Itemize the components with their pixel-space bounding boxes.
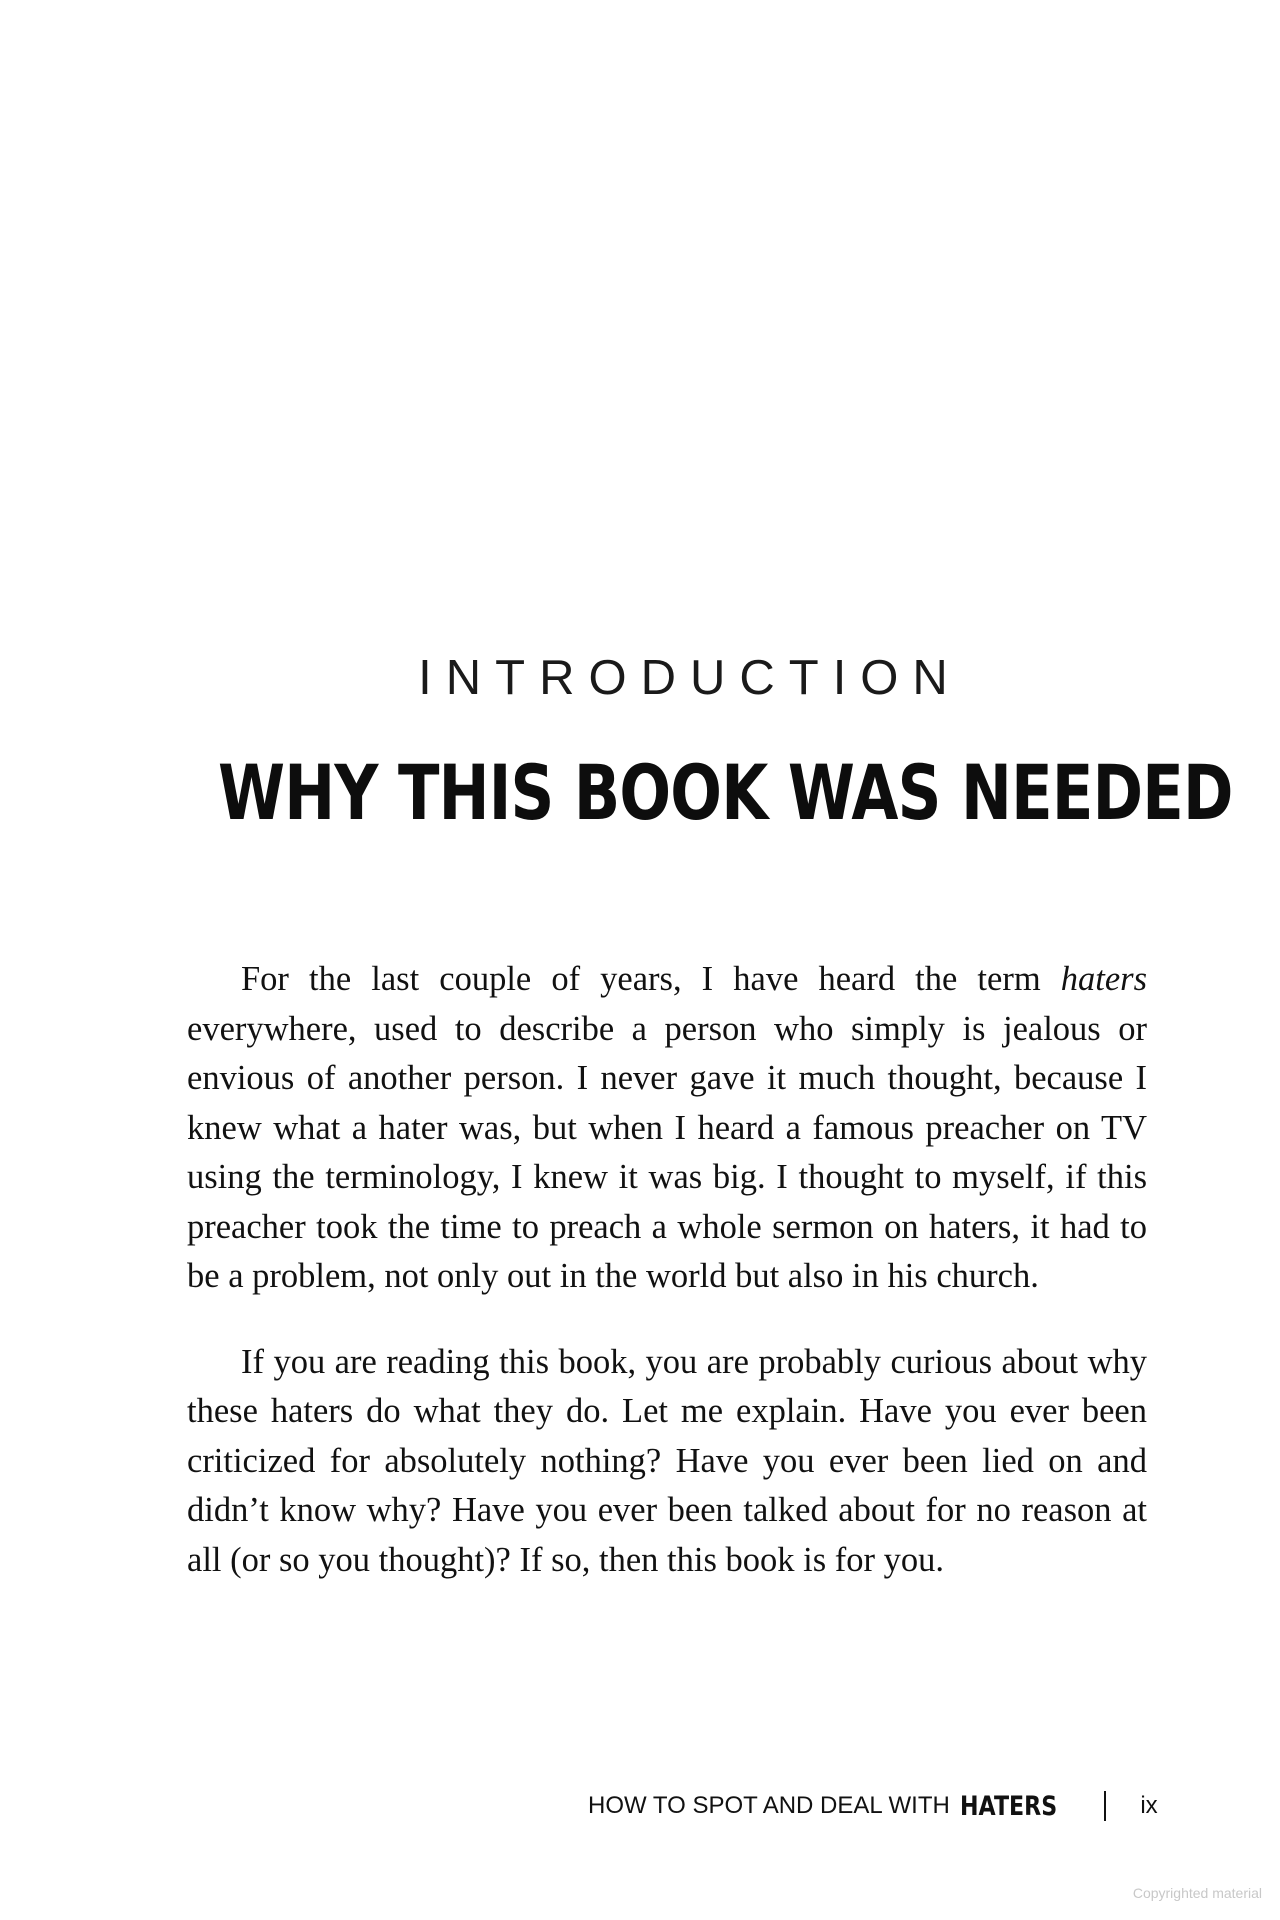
running-head: HOW TO SPOT AND DEAL WITH — [588, 1792, 950, 1819]
paragraph-1 — [187, 955, 1147, 1302]
footer-divider — [1104, 1791, 1106, 1821]
paragraph-1-start: For the last couple of years, I have heard the term — [241, 960, 1061, 998]
chapter-title: WHY THIS BOOK WAS NEEDED — [218, 748, 1233, 837]
chapter-label: INTRODUCTION — [418, 651, 962, 705]
running-head-emphasis: HATERS — [959, 1790, 1057, 1822]
paragraph-1-rest: everywhere, used to describe a person who simply is jealous or envious of another person. I never gave it much thought, because I knew what a hater was, but when I heard a famous preacher on TV using the terminology, I knew it was big. I thought to myself, if this preacher took the time to preach a whole sermon on haters, it had to be a problem, not only out in the world but also in his church. — [187, 1009, 1147, 1295]
page-footer — [588, 1786, 1158, 1826]
paragraph-2: If you are reading this book, you are probably curious about why these haters do what they do. Let me explain. Have you ever been criticized for absolutely nothing? Have you ever been lied on and didn’t know why? Have you ever been talked about for no reason at all (or so you thought)? If so, then this book is for you. — [187, 1342, 1147, 1579]
paragraph-1-emphasis: haters — [1060, 960, 1147, 998]
body-text — [187, 955, 1147, 1621]
page-number: ix — [1140, 1792, 1158, 1819]
copyright-watermark: Copyrighted material — [1132, 1885, 1262, 1901]
